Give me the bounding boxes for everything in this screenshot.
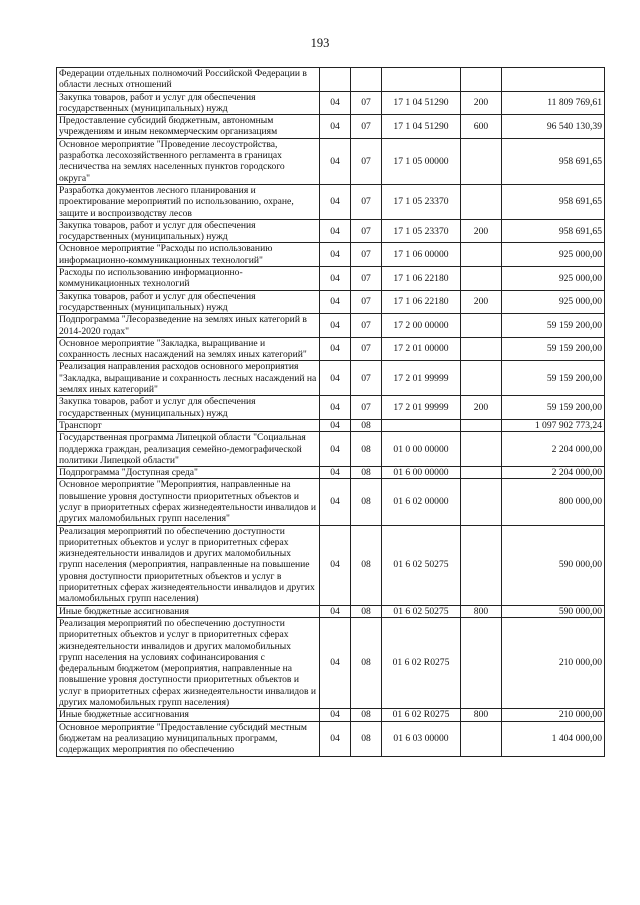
table-row — [57, 138, 605, 184]
row-amount-cell: 958 691,65 — [502, 219, 605, 243]
row-name-cell: Основное мероприятие "Закладка, выращивание и сохранность лесных насаждений на землях иных категорий" — [57, 337, 320, 361]
table-row — [57, 605, 605, 617]
row-subsection-cell: 07 — [351, 314, 382, 338]
table-row — [57, 68, 605, 92]
row-amount-cell: 210 000,00 — [502, 709, 605, 721]
row-section-cell: 04 — [320, 709, 351, 721]
row-expense-type-cell: 800 — [461, 605, 502, 617]
row-name-cell: Транспорт — [57, 419, 320, 431]
row-subsection-cell: 08 — [351, 467, 382, 479]
row-expense-type-cell — [461, 419, 502, 431]
table-row — [57, 314, 605, 338]
row-amount-cell: 1 404 000,00 — [502, 721, 605, 756]
row-section-cell: 04 — [320, 605, 351, 617]
budget-table-body — [57, 68, 605, 757]
row-name-cell: Закупка товаров, работ и услуг для обеспечения государственных (муниципальных) нужд — [57, 396, 320, 420]
row-subsection-cell: 08 — [351, 605, 382, 617]
row-expense-type-cell: 800 — [461, 709, 502, 721]
row-section-cell — [320, 68, 351, 92]
row-amount-cell: 2 204 000,00 — [502, 467, 605, 479]
row-name-cell: Реализация направления расходов основного мероприятия "Закладка, выращивание и сохранность лесных насаждений на землях иных категорий" — [57, 361, 320, 396]
row-subsection-cell: 08 — [351, 617, 382, 708]
row-target-article-cell: 17 1 04 51290 — [382, 91, 461, 115]
row-subsection-cell: 08 — [351, 432, 382, 467]
row-name-cell: Реализация мероприятий по обеспечению доступности приоритетных объектов и услуг в приоритетных сферах жизнедеятельности инвалидов и других маломобильных групп населения на условиях софинансирования с федеральным бюджетом (мероприятия, направленные на повышение уровня доступности приоритетных объектов и услуг в приоритетных сферах жизнедеятельности инвалидов и других маломобильных групп населения) — [57, 617, 320, 708]
row-expense-type-cell — [461, 68, 502, 92]
row-amount-cell: 59 159 200,00 — [502, 396, 605, 420]
row-expense-type-cell — [461, 314, 502, 338]
row-target-article-cell: 01 6 02 R0275 — [382, 617, 461, 708]
row-subsection-cell: 07 — [351, 243, 382, 267]
row-subsection-cell: 07 — [351, 267, 382, 291]
row-expense-type-cell — [461, 267, 502, 291]
row-section-cell: 04 — [320, 432, 351, 467]
table-row — [57, 525, 605, 605]
row-section-cell: 04 — [320, 91, 351, 115]
row-target-article-cell: 17 1 05 23370 — [382, 184, 461, 219]
row-name-cell: Основное мероприятие "Мероприятия, направленные на повышение уровня доступности приоритетных объектов и услуг в приоритетных сферах жизнедеятельности инвалидов и других маломобильных групп населения" — [57, 479, 320, 525]
row-name-cell: Разработка документов лесного планирования и проектирование мероприятий по использованию, охране, защите и воспроизводству лесов — [57, 184, 320, 219]
row-target-article-cell: 01 6 02 50275 — [382, 605, 461, 617]
row-name-cell: Подпрограмма "Доступная среда" — [57, 467, 320, 479]
row-target-article-cell: 01 6 02 00000 — [382, 479, 461, 525]
row-expense-type-cell — [461, 361, 502, 396]
table-row — [57, 419, 605, 431]
row-target-article-cell: 01 6 00 00000 — [382, 467, 461, 479]
row-subsection-cell: 08 — [351, 419, 382, 431]
row-subsection-cell: 07 — [351, 361, 382, 396]
row-amount-cell: 958 691,65 — [502, 184, 605, 219]
row-target-article-cell: 01 6 02 50275 — [382, 525, 461, 605]
row-target-article-cell: 17 1 06 22180 — [382, 290, 461, 314]
table-row — [57, 219, 605, 243]
row-target-article-cell: 17 1 05 00000 — [382, 138, 461, 184]
row-amount-cell: 1 097 902 773,24 — [502, 419, 605, 431]
row-expense-type-cell — [461, 138, 502, 184]
row-amount-cell: 590 000,00 — [502, 605, 605, 617]
row-target-article-cell: 17 1 06 22180 — [382, 267, 461, 291]
row-expense-type-cell: 200 — [461, 91, 502, 115]
row-name-cell: Закупка товаров, работ и услуг для обеспечения государственных (муниципальных) нужд — [57, 219, 320, 243]
row-name-cell: Иные бюджетные ассигнования — [57, 709, 320, 721]
row-section-cell: 04 — [320, 219, 351, 243]
row-name-cell: Государственная программа Липецкой области "Социальная поддержка граждан, реализация семейно-демографической политики Липецкой области" — [57, 432, 320, 467]
row-amount-cell: 59 159 200,00 — [502, 361, 605, 396]
row-section-cell: 04 — [320, 396, 351, 420]
row-expense-type-cell: 600 — [461, 115, 502, 139]
row-name-cell: Иные бюджетные ассигнования — [57, 605, 320, 617]
row-section-cell: 04 — [320, 467, 351, 479]
page-number: 193 — [310, 36, 330, 50]
row-section-cell: 04 — [320, 115, 351, 139]
row-subsection-cell: 07 — [351, 184, 382, 219]
row-expense-type-cell — [461, 617, 502, 708]
row-name-cell: Расходы по использованию информационно-коммуникационных технологий — [57, 267, 320, 291]
row-section-cell: 04 — [320, 525, 351, 605]
table-row — [57, 432, 605, 467]
table-row — [57, 290, 605, 314]
row-target-article-cell: 17 2 01 99999 — [382, 361, 461, 396]
table-row — [57, 243, 605, 267]
row-amount-cell: 800 000,00 — [502, 479, 605, 525]
row-amount-cell: 925 000,00 — [502, 267, 605, 291]
row-target-article-cell: 17 1 04 51290 — [382, 115, 461, 139]
row-expense-type-cell: 200 — [461, 290, 502, 314]
row-target-article-cell: 01 6 02 R0275 — [382, 709, 461, 721]
row-target-article-cell: 17 2 01 99999 — [382, 396, 461, 420]
row-amount-cell: 2 204 000,00 — [502, 432, 605, 467]
row-amount-cell: 590 000,00 — [502, 525, 605, 605]
row-section-cell: 04 — [320, 138, 351, 184]
table-row — [57, 396, 605, 420]
row-amount-cell: 210 000,00 — [502, 617, 605, 708]
table-row — [57, 709, 605, 721]
row-name-cell: Закупка товаров, работ и услуг для обеспечения государственных (муниципальных) нужд — [57, 290, 320, 314]
row-expense-type-cell — [461, 467, 502, 479]
row-section-cell: 04 — [320, 314, 351, 338]
row-section-cell: 04 — [320, 479, 351, 525]
row-subsection-cell: 07 — [351, 337, 382, 361]
row-name-cell: Основное мероприятие "Проведение лесоустройства, разработка лесохозяйственного регламента в границах лесничества на землях населенных пунктов городского округа" — [57, 138, 320, 184]
row-name-cell: Федерации отдельных полномочий Российской Федерации в области лесных отношений — [57, 68, 320, 92]
row-amount-cell: 11 809 769,61 — [502, 91, 605, 115]
row-section-cell: 04 — [320, 617, 351, 708]
table-row — [57, 617, 605, 708]
row-amount-cell: 59 159 200,00 — [502, 337, 605, 361]
row-target-article-cell — [382, 419, 461, 431]
row-expense-type-cell: 200 — [461, 396, 502, 420]
row-amount-cell: 925 000,00 — [502, 243, 605, 267]
table-row — [57, 479, 605, 525]
row-expense-type-cell — [461, 432, 502, 467]
table-row — [57, 184, 605, 219]
row-subsection-cell: 08 — [351, 709, 382, 721]
row-section-cell: 04 — [320, 243, 351, 267]
row-name-cell: Реализация мероприятий по обеспечению доступности приоритетных объектов и услуг в приоритетных сферах жизнедеятельности инвалидов и других маломобильных групп населения (мероприятия, направленные на повышение уровня доступности приоритетных объектов и услуг в приоритетных сферах жизнедеятельности инвалидов и других маломобильных групп населения) — [57, 525, 320, 605]
row-amount-cell: 958 691,65 — [502, 138, 605, 184]
table-row — [57, 267, 605, 291]
table-row — [57, 337, 605, 361]
budget-table — [56, 67, 605, 757]
row-section-cell: 04 — [320, 290, 351, 314]
row-name-cell: Основное мероприятие "Расходы по использованию информационно-коммуникационных технологий" — [57, 243, 320, 267]
row-subsection-cell: 07 — [351, 115, 382, 139]
row-section-cell: 04 — [320, 361, 351, 396]
row-section-cell: 04 — [320, 337, 351, 361]
row-subsection-cell — [351, 68, 382, 92]
row-subsection-cell: 08 — [351, 721, 382, 756]
row-expense-type-cell — [461, 721, 502, 756]
row-name-cell: Предоставление субсидий бюджетным, автономным учреждениям и иным некоммерческим организациям — [57, 115, 320, 139]
row-expense-type-cell: 200 — [461, 219, 502, 243]
table-row — [57, 115, 605, 139]
row-expense-type-cell — [461, 184, 502, 219]
table-row — [57, 467, 605, 479]
row-expense-type-cell — [461, 479, 502, 525]
row-amount-cell: 925 000,00 — [502, 290, 605, 314]
row-name-cell: Основное мероприятие "Предоставление субсидий местным бюджетам на реализацию муниципальных программ, содержащих мероприятия по обеспечению — [57, 721, 320, 756]
row-amount-cell — [502, 68, 605, 92]
row-target-article-cell — [382, 68, 461, 92]
row-subsection-cell: 07 — [351, 290, 382, 314]
row-section-cell: 04 — [320, 419, 351, 431]
row-expense-type-cell — [461, 525, 502, 605]
row-name-cell: Подпрограмма "Лесоразведение на землях иных категорий в 2014-2020 годах" — [57, 314, 320, 338]
row-subsection-cell: 07 — [351, 138, 382, 184]
row-section-cell: 04 — [320, 267, 351, 291]
table-row — [57, 361, 605, 396]
row-target-article-cell: 17 2 01 00000 — [382, 337, 461, 361]
row-target-article-cell: 17 1 05 23370 — [382, 219, 461, 243]
row-amount-cell: 59 159 200,00 — [502, 314, 605, 338]
row-expense-type-cell — [461, 337, 502, 361]
row-target-article-cell: 17 1 06 00000 — [382, 243, 461, 267]
table-row — [57, 91, 605, 115]
row-subsection-cell: 07 — [351, 219, 382, 243]
row-expense-type-cell — [461, 243, 502, 267]
row-subsection-cell: 07 — [351, 396, 382, 420]
table-row — [57, 721, 605, 756]
row-name-cell: Закупка товаров, работ и услуг для обеспечения государственных (муниципальных) нужд — [57, 91, 320, 115]
row-target-article-cell: 17 2 00 00000 — [382, 314, 461, 338]
row-subsection-cell: 07 — [351, 91, 382, 115]
row-section-cell: 04 — [320, 184, 351, 219]
row-target-article-cell: 01 6 03 00000 — [382, 721, 461, 756]
row-amount-cell: 96 540 130,39 — [502, 115, 605, 139]
row-subsection-cell: 08 — [351, 479, 382, 525]
row-section-cell: 04 — [320, 721, 351, 756]
row-subsection-cell: 08 — [351, 525, 382, 605]
row-target-article-cell: 01 0 00 00000 — [382, 432, 461, 467]
